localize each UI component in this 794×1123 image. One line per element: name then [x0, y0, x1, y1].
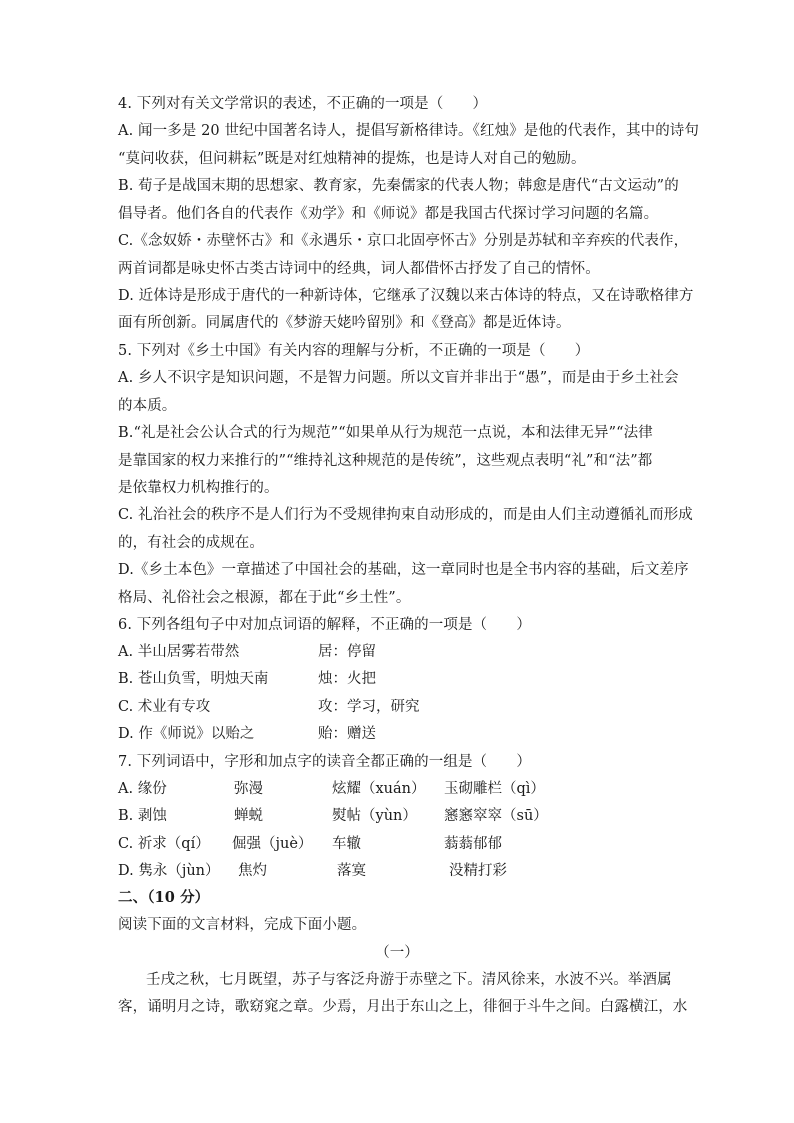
question-5-option-d-line-1: D.《乡土本色》一章描述了中国社会的基础，这一章同时也是全书内容的基础，后文差序: [118, 562, 689, 578]
question-4-option-d-line-1: D. 近体诗是形成于唐代的一种新诗体，它继承了汉魏以来古体诗的特点，又在诗歌格律方: [118, 288, 694, 304]
question-5-option-b-line-1: B.“礼是社会公认合式的行为规范”“如果单从行为规范一点说，本和法律无异”“法律: [118, 425, 653, 441]
question-6-stem: 6. 下列各组句子中对加点词语的解释，不正确的一项是（ ）: [118, 617, 531, 633]
question-6-option-b-sentence: B. 苍山负雪，明烛天南: [118, 671, 269, 687]
question-4-option-d-line-2: 面有所创新。同属唐代的《梦游天姥吟留别》和《登高》都是近体诗。: [118, 315, 571, 331]
question-6-option-c-gloss: 攻：学习，研究: [318, 699, 420, 715]
section-2-instruction: 阅读下面的文言材料，完成下面小题。: [118, 917, 367, 933]
passage-title: （一）: [375, 945, 419, 961]
question-7-option-c-word-3: 车辙: [332, 836, 361, 852]
question-7-option-c-word-2: 倔强（juè）: [232, 836, 313, 852]
question-7-option-d-word-2: 焦灼: [238, 863, 267, 879]
question-4-option-b-line-1: B. 荀子是战国末期的思想家、教育家，先秦儒家的代表人物；韩愈是唐代“古文运动”的: [118, 178, 679, 194]
question-6-option-c-sentence: C. 术业有专攻: [118, 699, 211, 715]
question-7-option-b-word-2: 蝉蜕: [234, 808, 263, 824]
question-7-option-c-word-4: 蓊蓊郁郁: [444, 836, 502, 852]
question-4-option-c-line-1: C.《念奴娇・赤壁怀古》和《永遇乐・京口北固亭怀古》分别是苏轼和辛弃疾的代表作，: [118, 233, 689, 249]
question-5-option-b-line-3: 是依靠权力机构推行的。: [118, 480, 279, 496]
question-4-option-a-line-1: A. 闻一多是 20 世纪中国著名诗人，提倡写新格律诗。《红烛》是他的代表作，其中的诗句: [118, 123, 700, 139]
question-5-option-a-line-2: 的本质。: [118, 398, 177, 414]
question-5-option-c-line-2: 的，有社会的成规在。: [118, 535, 264, 551]
question-7-option-d-word-3: 落寞: [337, 863, 366, 879]
question-4-option-b-line-2: 倡导者。他们各自的代表作《劝学》和《师说》都是我国古代探讨学习问题的名篇。: [118, 206, 659, 222]
question-5-stem: 5. 下列对《乡土中国》有关内容的理解与分析，不正确的一项是（ ）: [118, 343, 590, 359]
question-7-option-d-word-4: 没精打彩: [449, 863, 507, 879]
question-4-option-a-line-2: “莫问收获，但问耕耘”既是对红烛精神的提炼，也是诗人对自己的勉励。: [118, 151, 586, 167]
question-6-option-d-gloss: 贻：赠送: [318, 726, 376, 742]
question-6-option-b-gloss: 烛：火把: [318, 671, 376, 687]
question-5-option-d-line-2: 格局、礼俗社会之根源，都在于此“乡土性”。: [118, 590, 411, 606]
question-7-option-a-word-2: 弥漫: [234, 781, 263, 797]
question-7-option-c-word-1: C. 祈求（qí）: [118, 836, 210, 852]
question-4-option-c-line-2: 两首词都是咏史怀古类古诗词中的经典，词人都借怀古抒发了自己的情怀。: [118, 261, 600, 277]
question-5-option-b-line-2: 是靠国家的权力来推行的”“维持礼这种规范的是传统”，这些观点表明“礼”和“法”都: [118, 453, 653, 469]
question-7-option-a-word-3: 炫耀（xuán）: [332, 781, 426, 797]
question-7-option-b-word-1: B. 剥蚀: [118, 808, 167, 824]
question-4-stem: 4. 下列对有关文学常识的表述，不正确的一项是（ ）: [118, 96, 488, 112]
section-2-heading: 二、（10 分）: [118, 889, 210, 906]
question-7-option-a-word-4: 玉砌雕栏（qì）: [444, 781, 545, 797]
question-7-stem: 7. 下列词语中，字形和加点字的读音全都正确的一组是（ ）: [118, 754, 531, 770]
question-6-option-a-gloss: 居：停留: [318, 644, 376, 660]
question-6-option-d-sentence: D. 作《师说》以贻之: [118, 726, 255, 742]
question-7-option-d-word-1: D. 隽永（jùn）: [118, 863, 220, 879]
question-5-option-a-line-1: A. 乡人不识字是知识问题，不是智力问题。所以文盲并非出于“愚”，而是由于乡土社会: [118, 370, 679, 386]
passage-line-2: 客，诵明月之诗，歌窈窕之章。少焉，月出于东山之上，徘徊于斗牛之间。白露横江，水: [118, 999, 688, 1015]
question-7-option-b-word-4: 窸窸窣窣（sū）: [444, 808, 548, 824]
question-7-option-b-word-3: 熨帖（yùn）: [332, 808, 417, 824]
question-6-option-a-sentence: A. 半山居雾若带然: [118, 644, 240, 660]
question-5-option-c-line-1: C. 礼治社会的秩序不是人们行为不受规律拘束自动形成的，而是由人们主动遵循礼而形成: [118, 507, 693, 523]
question-7-option-a-word-1: A. 缘份: [118, 781, 167, 797]
passage-line-1: 壬戌之秋，七月既望，苏子与客泛舟游于赤壁之下。清风徐来，水波不兴。举酒属: [146, 972, 672, 988]
